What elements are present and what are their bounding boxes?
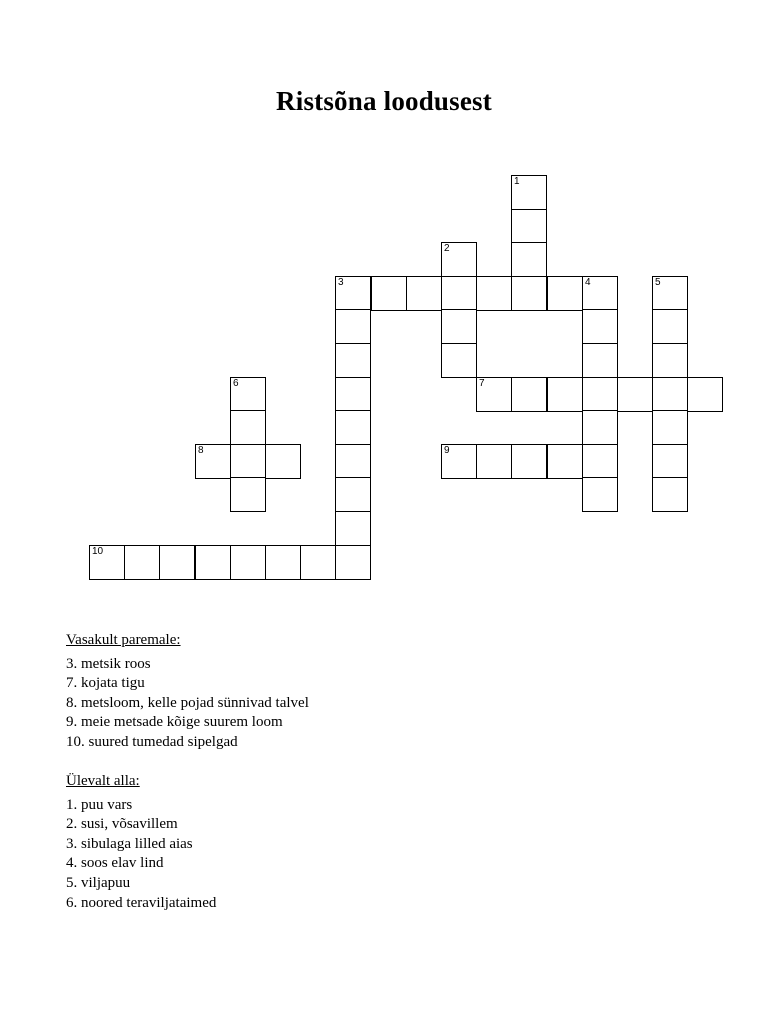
- crossword-cell[interactable]: [652, 377, 688, 412]
- page-title: Ristsõna loodusest: [276, 86, 492, 116]
- crossword-cell[interactable]: [335, 309, 371, 344]
- crossword-cell[interactable]: [547, 276, 583, 311]
- clue-down-4: 4. soos elav lind: [66, 855, 164, 872]
- crossword-cell[interactable]: [652, 444, 688, 479]
- crossword-cell[interactable]: [230, 410, 266, 445]
- crossword-cell[interactable]: [265, 545, 301, 580]
- crossword-cell[interactable]: [582, 477, 618, 512]
- crossword-cell[interactable]: [441, 444, 477, 479]
- crossword-cell[interactable]: [687, 377, 723, 412]
- crossword-cell[interactable]: [265, 444, 301, 479]
- crossword-cell[interactable]: [335, 444, 371, 479]
- crossword-cell[interactable]: [441, 276, 477, 311]
- crossword-cell[interactable]: [335, 276, 371, 311]
- crossword-cell[interactable]: [371, 276, 407, 311]
- clue-number: 3: [338, 277, 344, 288]
- crossword-cell[interactable]: [195, 545, 231, 580]
- crossword-cell[interactable]: [617, 377, 653, 412]
- crossword-cell[interactable]: [230, 477, 266, 512]
- crossword-cell[interactable]: [476, 444, 512, 479]
- crossword-cell[interactable]: [335, 545, 371, 580]
- crossword-cell[interactable]: [652, 309, 688, 344]
- down-heading: Ülevalt alla:: [66, 773, 140, 789]
- down-clues: [66, 772, 216, 913]
- clue-across-10: 10. suured tumedad sipelgad: [66, 733, 238, 750]
- clue-across-3: 3. metsik roos: [66, 655, 151, 672]
- clue-number: 1: [514, 176, 520, 187]
- crossword-cell[interactable]: [582, 377, 618, 412]
- crossword-cell[interactable]: [195, 444, 231, 479]
- crossword-cell[interactable]: [89, 545, 125, 580]
- crossword-cell[interactable]: [159, 545, 195, 580]
- crossword-cell[interactable]: [230, 545, 266, 580]
- crossword-cell[interactable]: [335, 511, 371, 546]
- crossword-cell[interactable]: [582, 309, 618, 344]
- clue-down-5: 5. viljapuu: [66, 874, 131, 891]
- clue-down-6: 6. noored teraviljataimed: [66, 894, 217, 911]
- crossword-cell[interactable]: [511, 209, 547, 244]
- crossword-cell[interactable]: [335, 477, 371, 512]
- clue-number: 2: [444, 243, 450, 254]
- crossword-cell[interactable]: [582, 410, 618, 445]
- crossword-cell[interactable]: [582, 276, 618, 311]
- clue-across-7: 7. kojata tigu: [66, 675, 145, 692]
- crossword-cell[interactable]: [582, 343, 618, 378]
- crossword-cell[interactable]: [511, 444, 547, 479]
- clue-across-8: 8. metsloom, kelle pojad sünnivad talvel: [66, 694, 309, 711]
- crossword-cell[interactable]: [582, 444, 618, 479]
- across-clues: [66, 631, 309, 753]
- clue-number: 8: [198, 445, 204, 456]
- clue-down-2: 2. susi, võsavillem: [66, 816, 178, 833]
- crossword-cell[interactable]: [300, 545, 336, 580]
- crossword-cell[interactable]: [547, 444, 583, 479]
- crossword-cell[interactable]: [406, 276, 442, 311]
- crossword-cell[interactable]: [335, 410, 371, 445]
- crossword-cell[interactable]: [230, 444, 266, 479]
- crossword-cell[interactable]: [441, 309, 477, 344]
- clue-number: 9: [444, 445, 450, 456]
- crossword-cell[interactable]: [652, 477, 688, 512]
- crossword-cell[interactable]: [124, 545, 160, 580]
- clue-down-3: 3. sibulaga lilled aias: [66, 835, 193, 852]
- crossword-cell[interactable]: [511, 175, 547, 210]
- crossword-cell[interactable]: [441, 343, 477, 378]
- clue-number: 5: [655, 277, 661, 288]
- crossword-cell[interactable]: [476, 276, 512, 311]
- clue-down-1: 1. puu vars: [66, 796, 133, 813]
- crossword-cell[interactable]: [511, 276, 547, 311]
- crossword-cell[interactable]: [652, 410, 688, 445]
- crossword-cell[interactable]: [547, 377, 583, 412]
- clue-number: 10: [92, 546, 104, 557]
- crossword-cell[interactable]: [441, 242, 477, 277]
- clue-number: 6: [233, 378, 239, 389]
- crossword-cell[interactable]: [335, 377, 371, 412]
- crossword-cell[interactable]: [511, 242, 547, 277]
- crossword-cell[interactable]: [335, 343, 371, 378]
- crossword-cell[interactable]: [652, 343, 688, 378]
- crossword-cell[interactable]: [230, 377, 266, 412]
- crossword-cell[interactable]: [511, 377, 547, 412]
- across-heading: Vasakult paremale:: [66, 632, 181, 648]
- clue-across-9: 9. meie metsade kõige suurem loom: [66, 714, 283, 731]
- crossword-cell[interactable]: [652, 276, 688, 311]
- crossword-cell[interactable]: [476, 377, 512, 412]
- clue-number: 4: [585, 277, 591, 288]
- clue-number: 7: [479, 378, 485, 389]
